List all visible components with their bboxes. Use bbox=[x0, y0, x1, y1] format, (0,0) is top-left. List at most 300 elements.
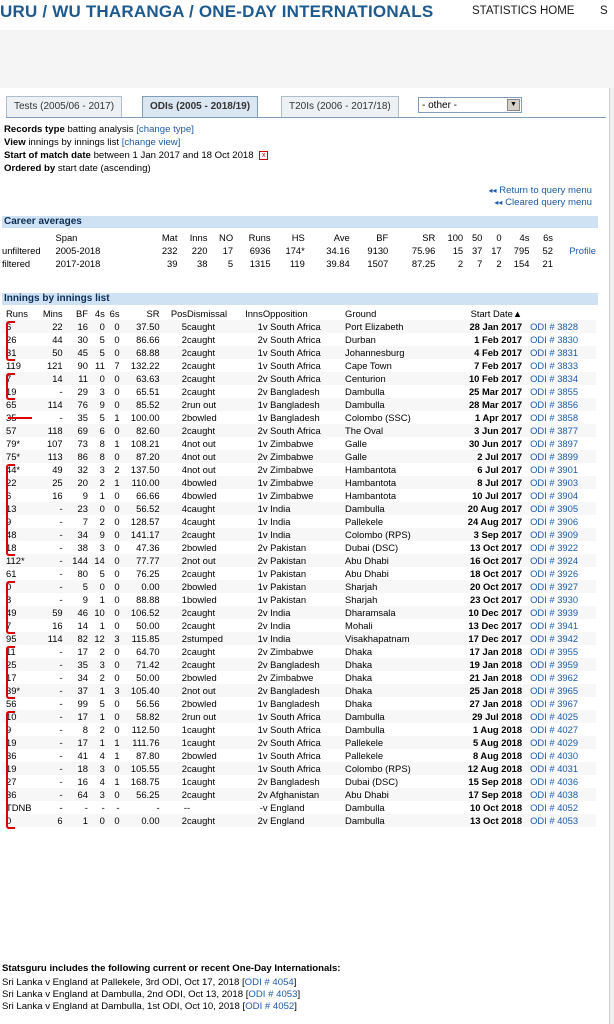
career-cell bbox=[553, 257, 596, 270]
career-header-cell bbox=[553, 231, 596, 244]
innings-cell: Port Elizabeth bbox=[345, 320, 442, 333]
innings-cell: Abu Dhabi bbox=[345, 568, 389, 579]
table-row bbox=[2, 450, 596, 463]
innings-cell: 6 bbox=[2, 320, 33, 333]
innings-cell: 9 bbox=[6, 724, 12, 735]
innings-cell: 115.85 bbox=[120, 632, 160, 645]
innings-cell: 5 bbox=[88, 346, 105, 359]
innings-cell: 30 bbox=[77, 334, 88, 345]
career-cell: 9130 bbox=[367, 245, 389, 256]
innings-cell: stumped bbox=[187, 632, 235, 645]
innings-cell: 38 bbox=[77, 542, 88, 553]
innings-cell: 99 bbox=[77, 698, 88, 709]
innings-header-cell: SR bbox=[146, 308, 160, 319]
innings-cell: 4 bbox=[160, 450, 187, 463]
innings-cell[interactable]: ODI # 3965 bbox=[522, 684, 596, 697]
innings-cell: 7 Feb 2017 bbox=[474, 360, 523, 371]
innings-cell[interactable]: ODI # 3828 bbox=[522, 320, 596, 333]
innings-cell: Hambantota bbox=[345, 464, 397, 475]
innings-cell: 2 Jul 2017 bbox=[442, 450, 522, 463]
innings-cell: 2 bbox=[99, 646, 105, 657]
innings-cell: bowled bbox=[186, 750, 217, 761]
innings-cell: caught bbox=[187, 788, 235, 801]
innings-cell[interactable]: ODI # 3922 bbox=[530, 542, 579, 553]
change-type-link[interactable]: [change type] bbox=[136, 124, 194, 135]
innings-header-cell: Ground bbox=[345, 308, 377, 319]
innings-cell: 1 bbox=[99, 490, 105, 501]
query-links bbox=[489, 185, 593, 209]
innings-cell: 2 bbox=[160, 346, 187, 359]
innings-cell: 56.52 bbox=[120, 502, 160, 515]
innings-cell: Hambantota bbox=[345, 490, 397, 501]
return-to-query-link[interactable]: Return to query menu bbox=[499, 185, 592, 196]
career-cell: 38 bbox=[197, 258, 208, 269]
table-row bbox=[2, 528, 596, 541]
innings-cell: v South Africa bbox=[263, 424, 345, 437]
innings-cell: 8 bbox=[6, 594, 12, 605]
table-row bbox=[2, 814, 596, 827]
innings-cell: 128.57 bbox=[130, 516, 160, 527]
innings-cell[interactable]: ODI # 3959 bbox=[522, 658, 596, 671]
career-header-cell: NO bbox=[219, 232, 234, 243]
innings-cell: 13 Dec 2017 bbox=[468, 620, 523, 631]
innings-cell: 1 bbox=[99, 594, 105, 605]
career-cell[interactable]: Profile bbox=[569, 245, 596, 256]
career-header-cell: 4s bbox=[519, 232, 530, 243]
innings-cell: 9 bbox=[82, 594, 88, 605]
innings-cell: 88.88 bbox=[136, 594, 160, 605]
table-row bbox=[2, 554, 596, 567]
innings-cell: 0 bbox=[114, 724, 120, 735]
innings-cell[interactable]: ODI # 3939 bbox=[522, 606, 596, 619]
innings-cell: 7 bbox=[2, 372, 33, 385]
footer-odi-link[interactable]: ODI # 4054 bbox=[244, 977, 294, 988]
innings-cell[interactable]: ODI # 3906 bbox=[530, 516, 579, 527]
innings-cell[interactable]: ODI # 4029 bbox=[522, 736, 596, 749]
career-row bbox=[2, 244, 596, 257]
innings-cell: Dambulla bbox=[345, 814, 442, 827]
innings-cell: 5 bbox=[99, 698, 105, 709]
tab-t20is[interactable]: T20Is (2006 - 2017/18) bbox=[281, 96, 399, 118]
innings-cell[interactable]: ODI # 4053 bbox=[522, 814, 596, 827]
innings-cell[interactable]: ODI # 4036 bbox=[530, 776, 579, 787]
innings-cell: bowled bbox=[186, 542, 217, 553]
innings-cell[interactable]: ODI # 3926 bbox=[530, 568, 579, 579]
career-cell: 2017-2018 bbox=[55, 258, 101, 269]
red-bracket-mark bbox=[6, 321, 15, 361]
innings-cell: 5 bbox=[99, 412, 105, 423]
innings-cell[interactable]: ODI # 3901 bbox=[530, 464, 579, 475]
double-left-arrow-icon: ◂◂ bbox=[488, 186, 497, 195]
career-header-cell: Inns bbox=[189, 232, 208, 243]
career-cell: 21 bbox=[542, 258, 553, 269]
innings-cell: Colombo (RPS) bbox=[345, 528, 442, 541]
innings-cell: 4 bbox=[181, 438, 187, 449]
innings-cell: - bbox=[33, 736, 63, 749]
view-label: View bbox=[4, 137, 26, 148]
table-row bbox=[2, 385, 596, 398]
innings-cell: 2 bbox=[235, 606, 262, 619]
innings-cell: 2 bbox=[235, 736, 262, 749]
innings-cell: 2 bbox=[235, 788, 262, 801]
innings-cell: - bbox=[59, 542, 63, 553]
innings-cell: 168.75 bbox=[130, 776, 160, 787]
innings-cell: 3 bbox=[88, 658, 105, 671]
innings-cell: 17 Dec 2017 bbox=[442, 632, 522, 645]
innings-cell: 141.17 bbox=[120, 528, 160, 541]
innings-cell: 25 Mar 2017 bbox=[468, 386, 523, 397]
innings-cell[interactable]: ODI # 3930 bbox=[530, 594, 579, 605]
innings-cell: 13 Oct 2017 bbox=[469, 542, 523, 553]
innings-cell[interactable]: ODI # 3831 bbox=[522, 346, 596, 359]
career-cell: 220 bbox=[191, 245, 208, 256]
innings-cell: 1 bbox=[235, 580, 262, 593]
innings-cell: 2 bbox=[235, 424, 262, 437]
innings-cell: 1 bbox=[114, 776, 120, 787]
red-bracket-mark bbox=[6, 464, 15, 556]
innings-cell: v Pakistan bbox=[262, 542, 307, 553]
innings-cell: 17 bbox=[77, 646, 88, 657]
innings-cell: 17 bbox=[63, 736, 88, 749]
innings-header-cell[interactable]: Start Date▲ bbox=[470, 308, 523, 319]
innings-cell: 80 bbox=[77, 568, 88, 579]
innings-cell: 77.77 bbox=[120, 554, 160, 567]
innings-cell[interactable]: ODI # 3899 bbox=[522, 450, 596, 463]
innings-cell: 30 Jun 2017 bbox=[468, 438, 523, 449]
innings-cell: 112.50 bbox=[131, 724, 160, 735]
innings-cell: 56.56 bbox=[136, 698, 160, 709]
scrollbar[interactable] bbox=[609, 88, 614, 1024]
innings-cell: 106.52 bbox=[120, 606, 160, 619]
innings-cell[interactable]: ODI # 3834 bbox=[522, 372, 596, 385]
innings-cell: 4 Feb 2017 bbox=[442, 346, 522, 359]
innings-cell: 4 bbox=[181, 464, 187, 475]
innings-cell: 137.50 bbox=[130, 464, 160, 475]
innings-cell: Pallekele bbox=[345, 736, 442, 749]
innings-cell: Dhaka bbox=[345, 684, 442, 697]
innings-cell: caught bbox=[187, 346, 235, 359]
innings-cell: 0 bbox=[105, 528, 120, 541]
career-averages-table bbox=[2, 231, 596, 270]
innings-cell: 6 bbox=[88, 424, 105, 437]
innings-cell: run out bbox=[187, 398, 235, 411]
innings-cell: - bbox=[59, 412, 63, 423]
innings-cell: - bbox=[116, 802, 120, 813]
innings-cell[interactable]: ODI # 4027 bbox=[530, 724, 579, 735]
innings-cell: 2 bbox=[235, 658, 262, 671]
innings-cell: 47.36 bbox=[136, 542, 160, 553]
innings-cell: caught bbox=[186, 620, 216, 631]
innings-cell: 6 bbox=[6, 490, 12, 501]
innings-cell: - bbox=[59, 672, 63, 683]
table-row bbox=[2, 320, 596, 333]
innings-cell: 16 bbox=[52, 620, 63, 631]
career-cell: 87.25 bbox=[411, 258, 436, 269]
innings-cell[interactable]: ODI # 3905 bbox=[522, 502, 596, 515]
innings-cell: caught bbox=[186, 646, 216, 657]
nav-statistics-home[interactable]: STATISTICS HOME bbox=[472, 5, 575, 17]
innings-cell: 76.25 bbox=[136, 568, 160, 579]
innings-cell: - bbox=[59, 594, 63, 605]
innings-header-cell bbox=[522, 307, 596, 320]
innings-cell: v Bangladesh bbox=[262, 412, 320, 423]
innings-cell[interactable]: ODI # 3962 bbox=[530, 672, 579, 683]
innings-cell: caught bbox=[186, 360, 216, 371]
innings-cell[interactable]: ODI # 4031 bbox=[522, 762, 596, 775]
career-cell: 75.96 bbox=[411, 245, 436, 256]
innings-cell: 2 bbox=[99, 724, 105, 735]
innings-cell: 1 bbox=[235, 346, 262, 359]
innings-cell: 108.21 bbox=[130, 438, 160, 449]
innings-cell: 87.20 bbox=[120, 450, 160, 463]
innings-cell[interactable]: ODI # 3856 bbox=[522, 398, 596, 411]
innings-cell: 0 bbox=[114, 672, 120, 683]
innings-cell: bowled bbox=[186, 490, 217, 501]
table-row bbox=[2, 424, 596, 437]
innings-cell[interactable]: ODI # 3904 bbox=[530, 490, 579, 501]
career-cell: 2 bbox=[496, 258, 502, 269]
career-cell: 39 bbox=[167, 258, 178, 269]
innings-cell: 87.80 bbox=[136, 750, 160, 761]
innings-cell: 2 bbox=[160, 398, 187, 411]
innings-cell: 0 bbox=[88, 372, 105, 385]
career-header-cell: Span bbox=[55, 232, 78, 243]
innings-cell[interactable]: ODI # 3941 bbox=[530, 620, 579, 631]
table-row bbox=[2, 671, 596, 684]
innings-cell: - bbox=[101, 802, 105, 813]
innings-cell: 56.25 bbox=[120, 788, 160, 801]
innings-cell: 7 bbox=[114, 360, 120, 371]
innings-cell: caught bbox=[186, 776, 216, 787]
innings-cell[interactable]: ODI # 3833 bbox=[530, 360, 579, 371]
innings-cell: 64 bbox=[63, 788, 88, 801]
innings-cell: - bbox=[59, 776, 63, 787]
innings-cell: 2 bbox=[181, 568, 187, 579]
innings-cell: Dambulla bbox=[345, 724, 385, 735]
career-cell: 15 bbox=[452, 245, 464, 256]
innings-cell[interactable]: ODI # 4052 bbox=[530, 802, 579, 813]
career-cell: 2005-2018 bbox=[55, 245, 101, 256]
innings-cell: 25 bbox=[33, 476, 63, 489]
innings-cell: 63.63 bbox=[120, 372, 160, 385]
innings-cell[interactable]: ODI # 3942 bbox=[522, 632, 596, 645]
innings-cell[interactable]: ODI # 3924 bbox=[522, 554, 596, 567]
innings-cell: Centurion bbox=[345, 372, 442, 385]
innings-cell: 49 bbox=[52, 464, 63, 475]
innings-cell: 36 bbox=[6, 750, 17, 761]
innings-cell: not out bbox=[186, 438, 216, 449]
career-cell: 7 bbox=[477, 258, 483, 269]
innings-cell: 6 bbox=[33, 814, 63, 827]
innings-cell: 0 bbox=[105, 398, 120, 411]
innings-cell: v Pakistan bbox=[263, 554, 345, 567]
innings-cell: 119 bbox=[6, 360, 21, 371]
tab-odis[interactable]: ODIs (2005 - 2018/19) bbox=[142, 96, 258, 118]
innings-cell: v Bangladesh bbox=[262, 386, 320, 397]
innings-cell: 49 bbox=[2, 606, 33, 619]
innings-cell: 35 bbox=[77, 412, 88, 423]
innings-cell: - bbox=[33, 658, 63, 671]
innings-cell: v India bbox=[263, 632, 345, 645]
innings-cell[interactable]: ODI # 3897 bbox=[530, 438, 579, 449]
innings-cell: 3 Jun 2017 bbox=[442, 424, 522, 437]
footer-odi-link[interactable]: ODI # 4053 bbox=[248, 989, 298, 1000]
innings-cell: 5 Aug 2018 bbox=[442, 736, 522, 749]
innings-cell: v England bbox=[263, 814, 345, 827]
innings-cell: 0 bbox=[114, 334, 120, 345]
innings-cell: 50.00 bbox=[136, 620, 160, 631]
innings-cell: 76 bbox=[63, 398, 88, 411]
innings-cell: 2 bbox=[235, 372, 262, 385]
innings-cell: caught bbox=[187, 528, 235, 541]
ordered-by-value: start date (ascending) bbox=[57, 163, 151, 174]
innings-cell: 46 bbox=[63, 606, 88, 619]
innings-cell: v South Africa bbox=[262, 334, 321, 345]
innings-cell[interactable]: ODI # 3903 bbox=[522, 476, 596, 489]
innings-cell: v Bangladesh bbox=[262, 776, 320, 787]
innings-cell: - bbox=[59, 568, 63, 579]
site-title[interactable]: URU / WU THARANGA / ONE-DAY INTERNATIONALS bbox=[0, 2, 434, 21]
innings-cell: 2 bbox=[181, 412, 187, 423]
innings-cell: Pallekele bbox=[345, 750, 384, 761]
innings-cell: 13 bbox=[2, 502, 33, 515]
innings-cell: 1 bbox=[114, 438, 120, 449]
innings-cell: 10 Dec 2017 bbox=[442, 606, 522, 619]
innings-cell: v South Africa bbox=[263, 372, 345, 385]
innings-cell: 0 bbox=[2, 580, 33, 593]
chevron-down-icon[interactable]: ▼ bbox=[507, 99, 520, 111]
innings-cell: 2 bbox=[160, 788, 187, 801]
innings-cell: v India bbox=[263, 606, 345, 619]
innings-cell: 44* bbox=[6, 464, 21, 475]
innings-cell: 1 bbox=[235, 476, 262, 489]
footer-odi-link[interactable]: ODI # 4052 bbox=[245, 1001, 295, 1012]
innings-cell: caught bbox=[186, 334, 216, 345]
innings-cell: 1 bbox=[235, 398, 262, 411]
innings-cell: 5 bbox=[160, 320, 187, 333]
innings-cell: 28 Mar 2017 bbox=[442, 398, 522, 411]
innings-cell: 11 bbox=[95, 360, 105, 371]
cleared-query-link[interactable]: Cleared query menu bbox=[505, 197, 592, 208]
innings-cell: Mohali bbox=[345, 620, 373, 631]
innings-header-cell: Opposition bbox=[262, 308, 308, 319]
innings-cell: 4 bbox=[160, 476, 187, 489]
career-averages-heading: Career averages bbox=[2, 216, 598, 228]
innings-cell: 24 Aug 2017 bbox=[467, 516, 523, 527]
remove-filter-icon[interactable]: x bbox=[259, 151, 268, 160]
career-cell: filtered bbox=[2, 258, 31, 269]
innings-cell: 37 bbox=[63, 684, 88, 697]
table-row bbox=[2, 567, 596, 580]
nav-more[interactable]: S bbox=[600, 5, 608, 17]
innings-cell: 85.52 bbox=[120, 398, 160, 411]
innings-cell: 1 bbox=[63, 814, 88, 827]
innings-cell: 144 bbox=[63, 554, 88, 567]
innings-cell: 2 bbox=[257, 464, 263, 475]
innings-cell: 118 bbox=[33, 424, 63, 437]
innings-cell: 2 bbox=[257, 646, 263, 657]
innings-cell: 1 Aug 2018 bbox=[472, 724, 523, 735]
career-cell: 1315 bbox=[249, 258, 271, 269]
innings-cell: not out bbox=[186, 464, 216, 475]
innings-cell: 0 bbox=[88, 814, 105, 827]
innings-cell: 1 bbox=[235, 320, 262, 333]
innings-cell: 0.00 bbox=[120, 580, 160, 593]
innings-cell: 37.50 bbox=[120, 320, 160, 333]
innings-cell: 10 bbox=[88, 606, 105, 619]
innings-cell: 0 bbox=[114, 386, 120, 397]
innings-cell[interactable]: ODI # 3858 bbox=[530, 412, 579, 423]
innings-cell: 75* bbox=[2, 450, 33, 463]
innings-cell: - bbox=[33, 762, 63, 775]
innings-cell[interactable]: ODI # 3955 bbox=[530, 646, 579, 657]
innings-cell[interactable]: ODI # 3877 bbox=[522, 424, 596, 437]
table-row bbox=[2, 697, 596, 710]
innings-cell: v Zimbabwe bbox=[262, 464, 314, 475]
innings-cell[interactable]: ODI # 3830 bbox=[530, 334, 579, 345]
innings-cell[interactable]: ODI # 4038 bbox=[522, 788, 596, 801]
innings-cell: 2 bbox=[181, 334, 187, 345]
innings-cell: Dambulla bbox=[345, 386, 385, 397]
innings-cell: 64.70 bbox=[136, 646, 160, 657]
innings-cell: 1 bbox=[114, 750, 120, 761]
innings-cell: - bbox=[59, 750, 63, 761]
innings-cell: - bbox=[156, 802, 160, 813]
innings-cell: 2 bbox=[181, 542, 187, 553]
innings-cell: 2 bbox=[257, 542, 263, 553]
innings-cell: Dambulla bbox=[345, 502, 442, 515]
innings-cell: The Oval bbox=[345, 424, 442, 437]
career-cell: 154 bbox=[513, 258, 530, 269]
innings-cell: v South Africa bbox=[263, 710, 345, 723]
format-select[interactable] bbox=[418, 97, 522, 113]
table-row bbox=[2, 645, 596, 658]
table-row bbox=[2, 619, 596, 632]
innings-cell: 0 bbox=[114, 490, 120, 501]
innings-cell: 4 bbox=[99, 750, 105, 761]
innings-cell: 0 bbox=[114, 516, 120, 527]
innings-cell: caught bbox=[186, 724, 216, 735]
innings-cell: 1 bbox=[257, 438, 263, 449]
tab-tests[interactable]: Tests (2005/06 - 2017) bbox=[6, 96, 122, 118]
innings-cell: 9 bbox=[88, 398, 105, 411]
change-view-link[interactable]: [change view] bbox=[121, 137, 181, 148]
innings-cell: 0 bbox=[105, 502, 120, 515]
innings-cell: 3 bbox=[105, 684, 120, 697]
innings-cell: 4 bbox=[181, 490, 187, 501]
ordered-by-label: Ordered by bbox=[4, 163, 56, 174]
innings-cell: 8 Jul 2017 bbox=[442, 476, 522, 489]
innings-cell: 1 bbox=[160, 736, 187, 749]
innings-cell: 2 bbox=[160, 710, 187, 723]
start-date-line bbox=[4, 150, 268, 161]
innings-cell[interactable]: ODI # 4030 bbox=[530, 750, 579, 761]
footer-line-text: Sri Lanka v England at Dambulla, 2nd ODI, Oct 13, 2018 bbox=[2, 989, 244, 1000]
start-date-value: between 1 Jan 2017 and 18 Oct 2018 bbox=[93, 150, 254, 161]
innings-cell: 20 Aug 2017 bbox=[442, 502, 522, 515]
records-type-label: Records type bbox=[4, 124, 65, 135]
innings-cell: run out bbox=[187, 710, 235, 723]
innings-cell[interactable]: ODI # 3967 bbox=[530, 698, 579, 709]
innings-cell[interactable]: ODI # 3927 bbox=[522, 580, 596, 593]
innings-cell: v Zimbabwe bbox=[262, 672, 314, 683]
innings-header-cell: 6s bbox=[109, 308, 120, 319]
innings-cell: Dhaka bbox=[345, 658, 442, 671]
table-row bbox=[2, 372, 596, 385]
innings-cell[interactable]: ODI # 3855 bbox=[530, 386, 579, 397]
innings-cell[interactable]: ODI # 4025 bbox=[522, 710, 596, 723]
innings-cell[interactable]: ODI # 3909 bbox=[522, 528, 596, 541]
